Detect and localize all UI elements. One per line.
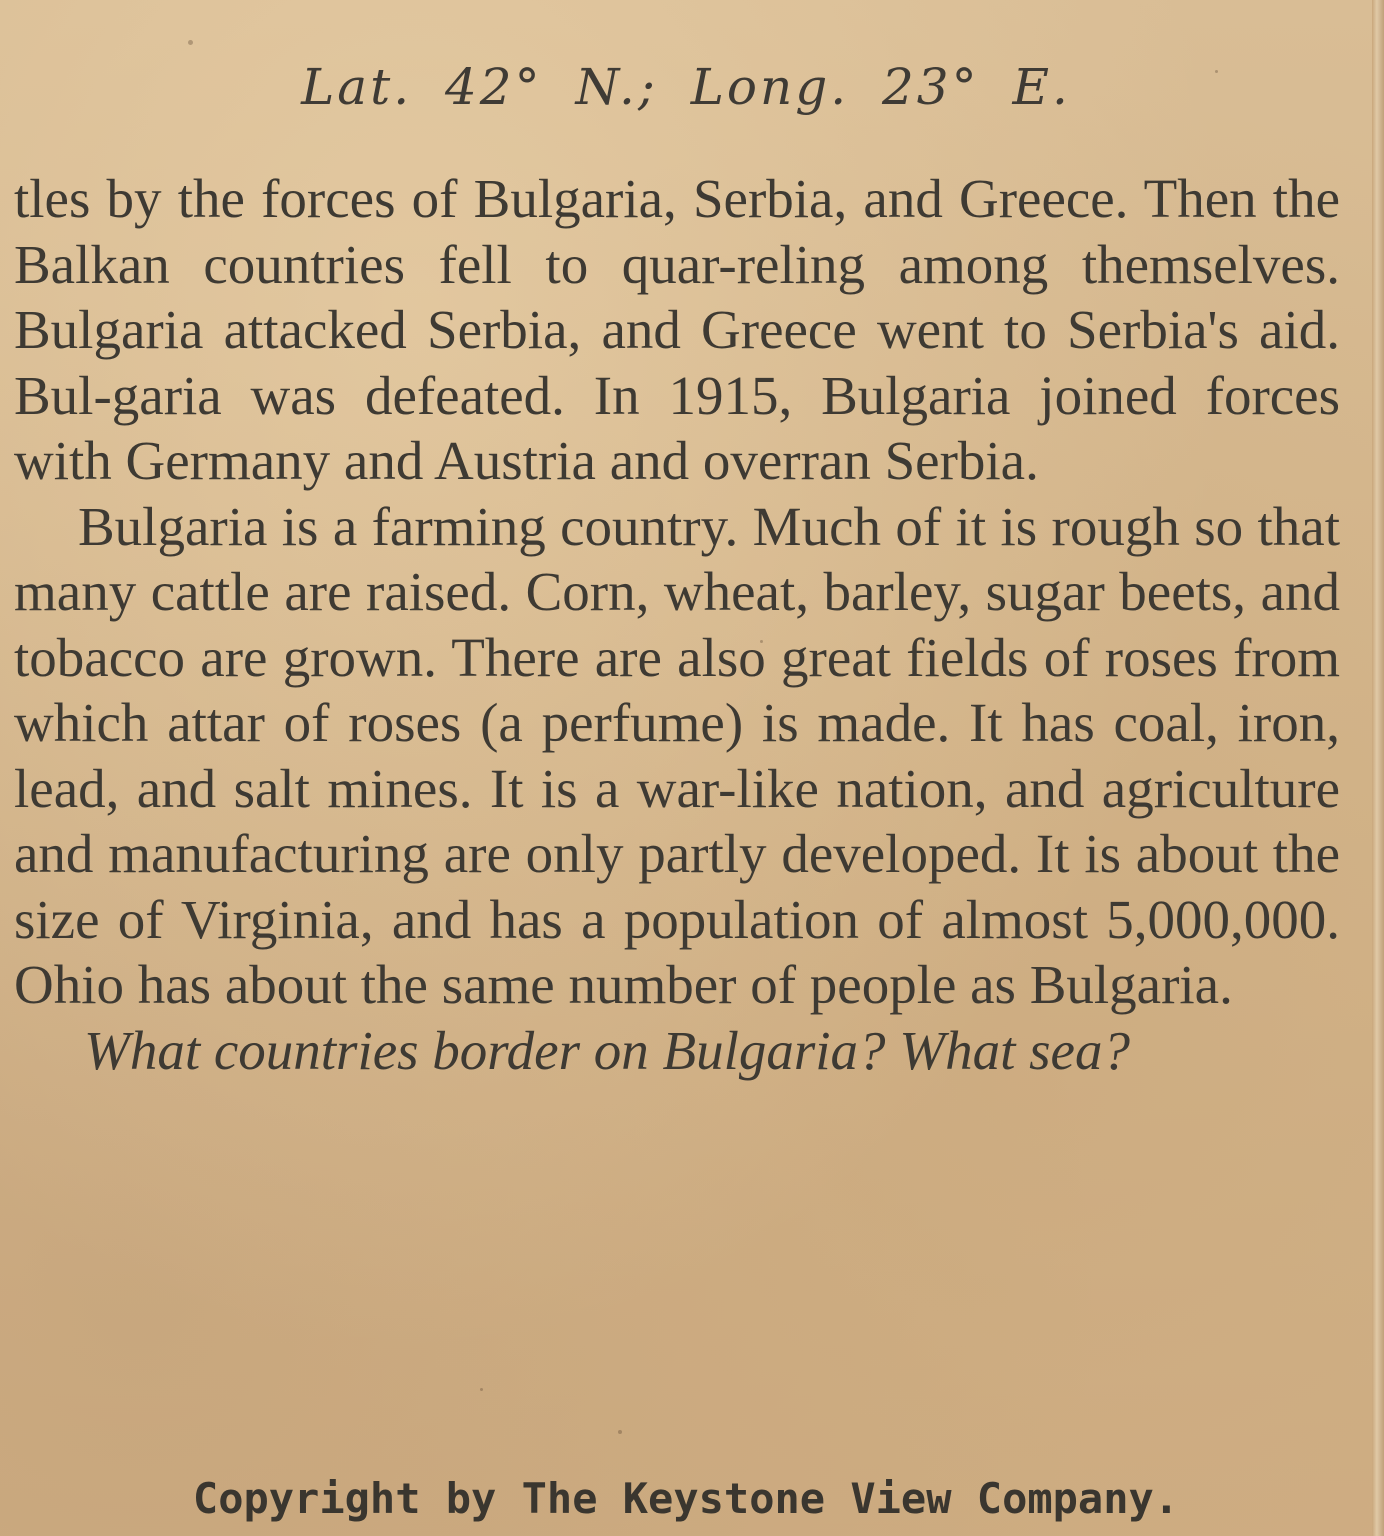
paragraph-economy: Bulgaria is a farming country. Much of it is rough so that many cattle are raised. Corn, wheat, barley, sugar beets, and tobacco are grown. There are also great fields of roses from which attar of roses (a perfume) is made. It has coal, iron, lead, and salt mines. It is a war-like nation, and agriculture and manufacturing are only partly developed. It is about the size of Virginia, and has a population of almost 5,000,000. Ohio has about the same number of people as Bulgaria.	[14, 495, 1340, 1015]
card-edge	[1372, 0, 1384, 1536]
paper-speck	[480, 1388, 483, 1391]
copyright-notice: Copyright by The Keystone View Company.	[192, 1474, 1180, 1523]
article-text	[14, 166, 1340, 1083]
paper-speck	[618, 1430, 622, 1434]
paragraph-history: tles by the forces of Bulgaria, Serbia, and Greece. Then the Balkan countries fell to quar-reling among themselves. Bulgaria attacked Serbia, and Greece went to Serbia's aid. Bul-garia was defeated. In 1915, Bulgaria joined forces with Germany and Austria and overran Serbia.	[14, 168, 1340, 491]
page-heading: Lat. 42° N.; Long. 23° E.	[301, 58, 1071, 116]
study-question: What countries border on Bulgaria? What sea?	[84, 1019, 1130, 1081]
paper-speck	[188, 40, 193, 45]
